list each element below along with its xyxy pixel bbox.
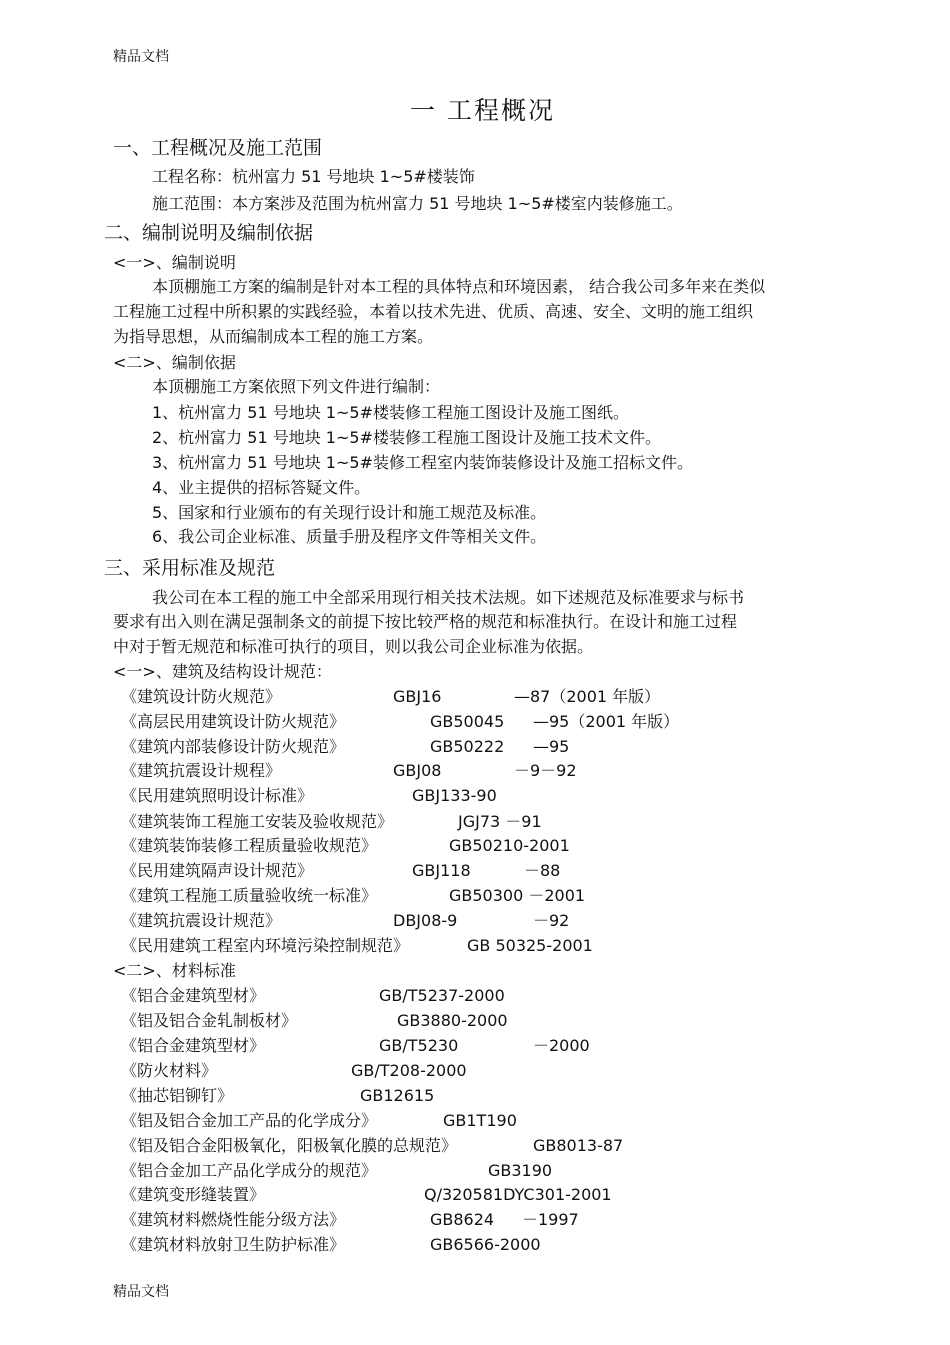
standard-code: DBJ08-9 [393, 911, 458, 930]
subheading-material-standards: <二>、材料标准 [113, 961, 236, 980]
standard-code: GB6566-2000 [430, 1235, 541, 1254]
paragraph-line: 工程施工过程中所积累的实践经验，本着以技术先进、优质、高速、安全、文明的施工组织 [113, 302, 754, 321]
standard-name: 《建筑抗震设计规程》 [121, 761, 282, 780]
standard-code: GBJ08 [393, 761, 442, 780]
standard-code: GB3880-2000 [397, 1011, 508, 1030]
standard-year: －1997 [522, 1210, 579, 1229]
standard-code: GB8013-87 [533, 1136, 624, 1155]
standard-year: —95 [533, 737, 570, 756]
basis-item: 5、国家和行业颁布的有关现行设计和施工规范及标准。 [152, 503, 547, 522]
standard-code: GB12615 [360, 1086, 435, 1105]
standard-name: 《建筑装饰工程施工安装及验收规范》 [121, 812, 394, 831]
standard-name: 《建筑工程施工质量验收统一标准》 [121, 886, 378, 905]
paragraph-line: 本顶棚施工方案的编制是针对本工程的具体特点和环境因素， 结合我公司多年来在类似 [152, 277, 766, 296]
standard-code: GB/T5237-2000 [379, 986, 505, 1005]
section-heading-2: 二、编制说明及编制依据 [104, 222, 314, 244]
paragraph-line: 我公司在本工程的施工中全部采用现行相关技术法规。如下述规范及标准要求与标书 [152, 588, 745, 607]
standard-code: Q/320581DYC301-2001 [424, 1185, 612, 1204]
standard-year: —95（2001 年版） [533, 712, 680, 731]
subheading-design-codes: <一>、建筑及结构设计规范： [113, 662, 332, 681]
basis-item: 6、我公司企业标准、质量手册及程序文件等相关文件。 [152, 527, 547, 546]
paragraph-line: 中对于暂无规范和标准可执行的项目，则以我公司企业标准为依据。 [113, 637, 594, 656]
standard-name: 《铝及铝合金轧制板材》 [121, 1011, 298, 1030]
standard-year: －88 [524, 861, 561, 880]
standard-name: 《建筑设计防火规范》 [121, 687, 282, 706]
basis-item: 4、业主提供的招标答疑文件。 [152, 478, 371, 497]
section-heading-1: 一、工程概况及施工范围 [113, 137, 323, 159]
page-header: 精品文档 [113, 49, 169, 65]
standard-name: 《防火材料》 [121, 1061, 218, 1080]
paragraph-line: 为指导思想，从而编制成本工程的施工方案。 [113, 327, 434, 346]
standard-code: JGJ73 －91 [458, 812, 542, 831]
standard-code: GB50210-2001 [449, 836, 570, 855]
standard-name: 《建筑抗震设计规范》 [121, 911, 282, 930]
standard-year: －92 [533, 911, 570, 930]
standard-code: GB/T5230 [379, 1036, 459, 1055]
standard-year: －2000 [533, 1036, 590, 1055]
subheading-compile-notes: <一>、编制说明 [113, 253, 236, 272]
standard-code: GB50300 －2001 [449, 886, 586, 905]
section-heading-3: 三、采用标准及规范 [104, 557, 276, 579]
standard-code: GB8624 [430, 1210, 495, 1229]
paragraph-line: 要求有出入则在满足强制条文的前提下按比较严格的规范和标准执行。在设计和施工过程 [113, 612, 738, 631]
standard-name: 《民用建筑工程室内环境污染控制规范》 [121, 936, 410, 955]
project-name: 工程名称：杭州富力 51 号地块 1~5#楼装饰 [152, 167, 475, 186]
standard-name: 《铝及铝合金阳极氧化，阳极氧化膜的总规范》 [121, 1136, 458, 1155]
standard-code: GBJ118 [412, 861, 471, 880]
basis-item: 2、杭州富力 51 号地块 1~5#楼装修工程施工图设计及施工技术文件。 [152, 428, 661, 447]
standard-code: GB50222 [430, 737, 505, 756]
project-scope: 施工范围：本方案涉及范围为杭州富力 51 号地块 1~5#楼室内装修施工。 [152, 194, 683, 213]
subheading-compile-basis: <二>、编制依据 [113, 353, 236, 372]
basis-item: 1、杭州富力 51 号地块 1~5#楼装修工程施工图设计及施工图纸。 [152, 403, 629, 422]
standard-code: GBJ133-90 [412, 786, 497, 805]
standard-name: 《高层民用建筑设计防火规范》 [121, 712, 346, 731]
standard-code: GB 50325-2001 [467, 936, 593, 955]
standard-name: 《民用建筑隔声设计规范》 [121, 861, 314, 880]
standard-name: 《铝合金加工产品化学成分的规范》 [121, 1161, 378, 1180]
standard-name: 《铝合金建筑型材》 [121, 986, 266, 1005]
standard-name: 《建筑材料燃烧性能分级方法》 [121, 1210, 346, 1229]
basis-intro: 本顶棚施工方案依照下列文件进行编制： [152, 377, 441, 396]
standard-year: －9－92 [514, 761, 577, 780]
standard-name: 《铝及铝合金加工产品的化学成分》 [121, 1111, 378, 1130]
page-footer: 精品文档 [113, 1284, 169, 1300]
page-title: 一 工程概况 [410, 96, 555, 125]
standard-code: GB1T190 [443, 1111, 517, 1130]
standard-name: 《建筑内部装修设计防火规范》 [121, 737, 346, 756]
standard-name: 《建筑变形缝装置》 [121, 1185, 266, 1204]
standard-name: 《建筑装饰装修工程质量验收规范》 [121, 836, 378, 855]
standard-name: 《建筑材料放射卫生防护标准》 [121, 1235, 346, 1254]
standard-code: GBJ16 [393, 687, 442, 706]
standard-name: 《铝合金建筑型材》 [121, 1036, 266, 1055]
basis-item: 3、杭州富力 51 号地块 1~5#装修工程室内装饰装修设计及施工招标文件。 [152, 453, 693, 472]
standard-code: GB3190 [488, 1161, 553, 1180]
standard-code: GB/T208-2000 [351, 1061, 467, 1080]
standard-code: GB50045 [430, 712, 505, 731]
standard-name: 《抽芯铝铆钉》 [121, 1086, 234, 1105]
standard-year: —87（2001 年版） [514, 687, 661, 706]
standard-name: 《民用建筑照明设计标准》 [121, 786, 314, 805]
